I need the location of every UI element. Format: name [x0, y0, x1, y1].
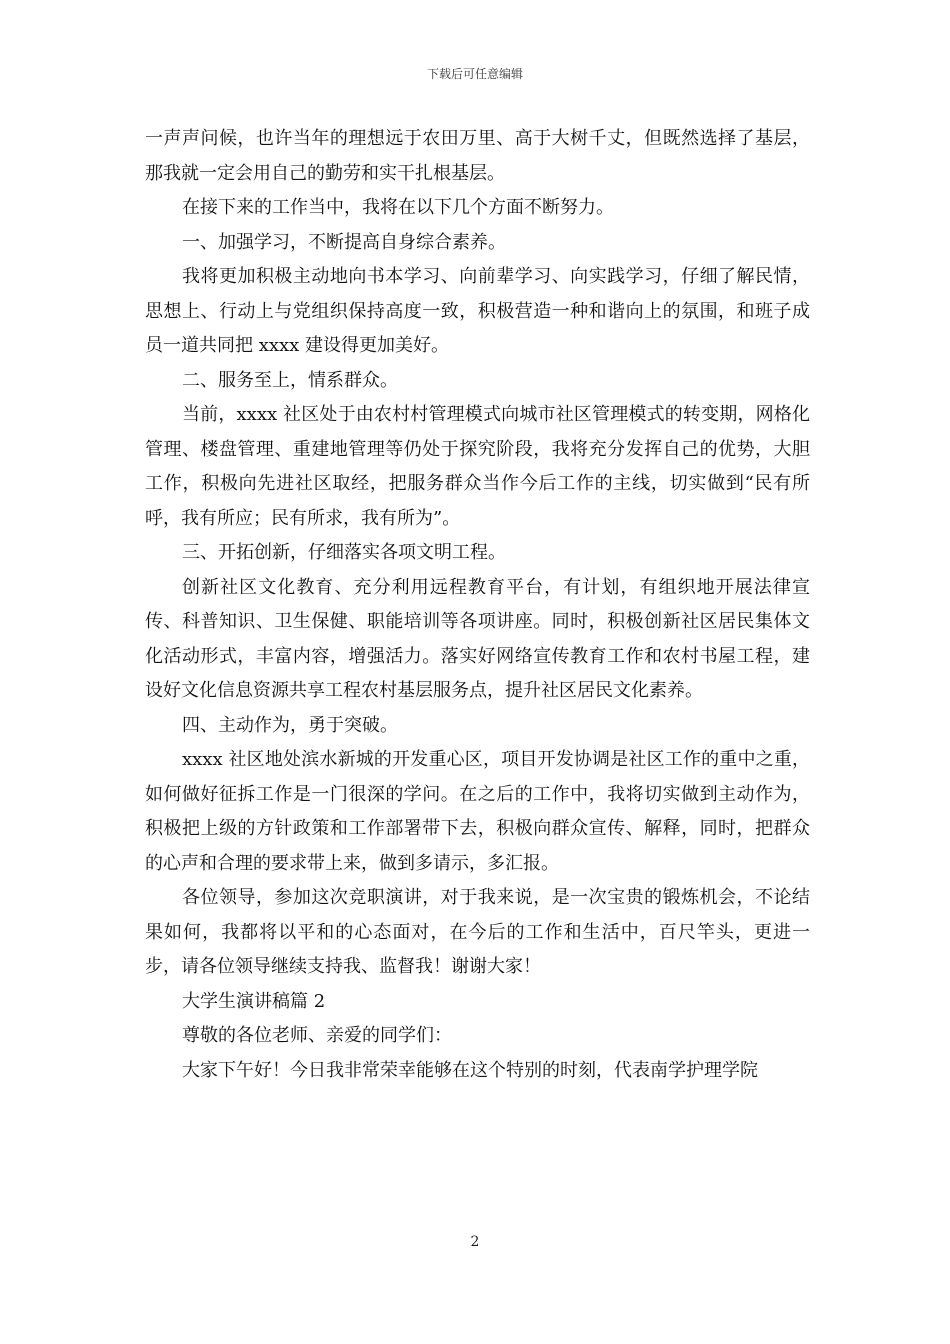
paragraph-section-3: 创新社区文化教育、充分利用远程教育平台，有计划，有组织地开展法律宣传、科普知识、卫生保健、职能培训等各项讲座。同时，积极创新社区居民集体文化活动形式，丰富内容，增强活力。落实好网络宣传教育工作和农村书屋工程，建设好文化信息资源共享工程农村基层服务点，提升社区居民文化素养。	[145, 576, 810, 701]
paragraph-closing: 各位领导，参加这次竞职演讲，对于我来说，是一次宝贵的锻炼机会，不论结果如何，我都将以平和的心态面对，在今后的工作和生活中，百尺竿头，更进一步，请各位领导继续支持我、监督我！谢谢大家！	[145, 887, 810, 977]
paragraph-intro: 在接下来的工作当中，我将在以下几个方面不断努力。	[182, 197, 614, 218]
section-heading-4: 四、主动作为，勇于突破。	[182, 714, 398, 736]
section-heading-1: 一、加强学习，不断提高自身综合素养。	[182, 231, 506, 253]
page-number: 2	[470, 1234, 480, 1250]
section-heading-3: 三、开拓创新，仔细落实各项文明工程。	[182, 542, 506, 563]
paragraph-section-1: 我将更加积极主动地向书本学习、向前辈学习、向实践学习，仔细了解民情，思想上、行动上与党组织保持高度一致，积极营造一种和谐向上的氛围，和班子成员一道共同把 xxxx 建设得更加美好。	[145, 266, 810, 356]
document-body	[145, 122, 810, 1088]
paragraph-section-2: 当前，xxxx 社区处于由农村村管理模式向城市社区管理模式的转变期，网格化管理、楼盘管理、重建地管理等仍处于探究阶段，我将充分发挥自己的优势，大胆工作，积极向先进社区取经，把服务群众当作今后工作的主线，切实做到“民有所呼，我有所应；民有所求，我有所为”。	[145, 404, 810, 529]
speech-salutation: 尊敬的各位老师、亲爱的同学们：	[182, 1025, 452, 1046]
paragraph-section-4: xxxx 社区地处滨水新城的开发重心区，项目开发协调是社区工作的重中之重，如何做好征拆工作是一门很深的学问。在之后的工作中，我将切实做到主动作为，积极把上级的方针政策和工作部署带下去，积极向群众宣传、解释，同时，把群众的心声和合理的要求带上来，做到多请示，多汇报。	[145, 749, 810, 874]
speech-title: 大学生演讲稿篇 2	[182, 990, 326, 1012]
speech-opening: 大家下午好！今日我非常荣幸能够在这个特别的时刻，代表南学护理学院	[182, 1059, 758, 1081]
paragraph-continued: 一声声问候，也许当年的理想远于农田万里、高于大树千丈，但既然选择了基层，那我就一定会用自己的勤劳和实干扎根基层。	[145, 128, 810, 184]
page-header-note: 下载后可任意编辑	[426, 67, 523, 81]
section-heading-2: 二、服务至上，情系群众。	[182, 369, 398, 391]
